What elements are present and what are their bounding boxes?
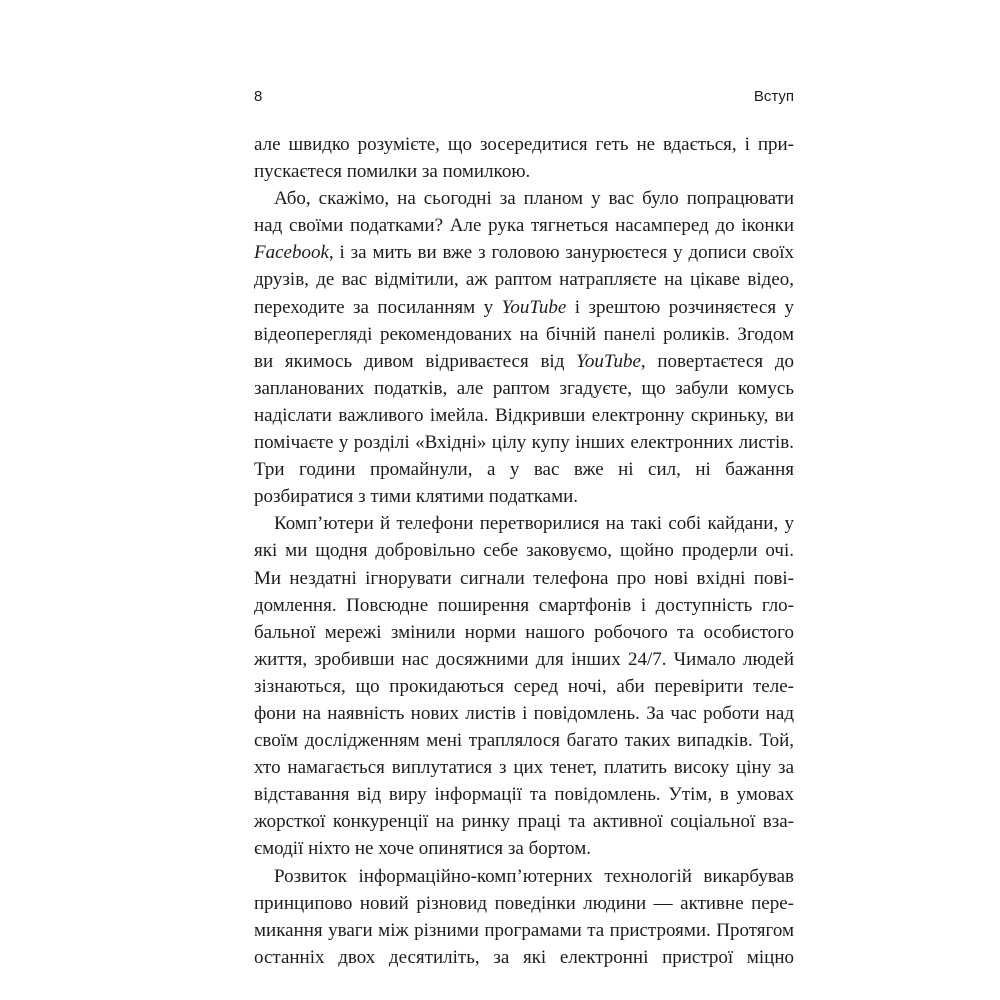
paragraph <box>254 185 794 510</box>
italic-text: YouTube <box>501 296 567 318</box>
text-segment: Розвиток інформаційно-комп’ютерних технологій викарбував принципово новий різновид поведінки людини — активне перемикання уваги між різними програмами та пристроями. Протягом останніх двох десятиліть, за які електронні пристрої міцно <box>254 865 794 968</box>
text-segment: і зрештою розчиняєтеся у відеоперегляді рекомендованих на бічній панелі роликів. Згодом ви якимось дивом відриваєтеся від <box>254 296 795 372</box>
italic-text: YouTube <box>576 350 641 372</box>
text-segment: Комп’ютери й телефони перетворилися на такі собі кайдани, у які ми щодня добровільно себе заковуємо, щойно продерли очі. Ми нездатні ігнорувати сигнали телефона про нові вхідні повідомлення. Повсюдне поширення смартфонів і доступність глобальної мережі змінили норми нашого робочого та особистого життя, зробивши нас досяжними для інших 24/7. Чимало людей зізнаються, що прокидаються серед ночі, аби перевірити телефони на наявність нових листів і повідомлень. За час роботи над своїм дослідженням мені траплялося багато таких випадків. Той, хто намагається виплутатися з цих тенет, платить високу ціну за відставання від виру інформації та повідомлень. Утім, в умовах жорсткої конкуренції на ринку праці та активної соціальної взаємодії ніхто не хоче опинятися за бортом. <box>254 513 794 860</box>
section-title: Вступ <box>753 88 794 105</box>
text-segment: , і за мить ви вже з головою занурюєтеся у дописи своїх друзів, де вас відмітили, аж раптом натрапляєте на цікаве відео, переходите за посиланням у <box>254 242 794 318</box>
italic-text: Facebook <box>254 242 329 264</box>
page-number: 8 <box>254 88 263 105</box>
running-head <box>254 88 794 112</box>
text-segment: Або, скажімо, на сьогодні за планом у вас було попрацювати над своїми податками? Але рука тягнеться насамперед до іконки <box>254 188 794 237</box>
paragraph <box>254 863 794 971</box>
text-segment: але швидко розумієте, що зосередитися геть не вдається, і припускаєтеся помилки за помилкою. <box>254 134 794 183</box>
paragraph <box>254 510 794 862</box>
body-text <box>254 131 794 971</box>
text-segment: , повертаєтеся до запланованих податків, але раптом згадуєте, що забули комусь надіслати важливого імейла. Відкривши електронну скриньку, ви помічаєте у розділі «Вхідні» цілу купу інших електронних листів. Три години промайнули, а у вас вже ні сил, ні бажання розбиратися з тими клятими податками. <box>254 350 795 508</box>
paragraph <box>254 131 794 185</box>
